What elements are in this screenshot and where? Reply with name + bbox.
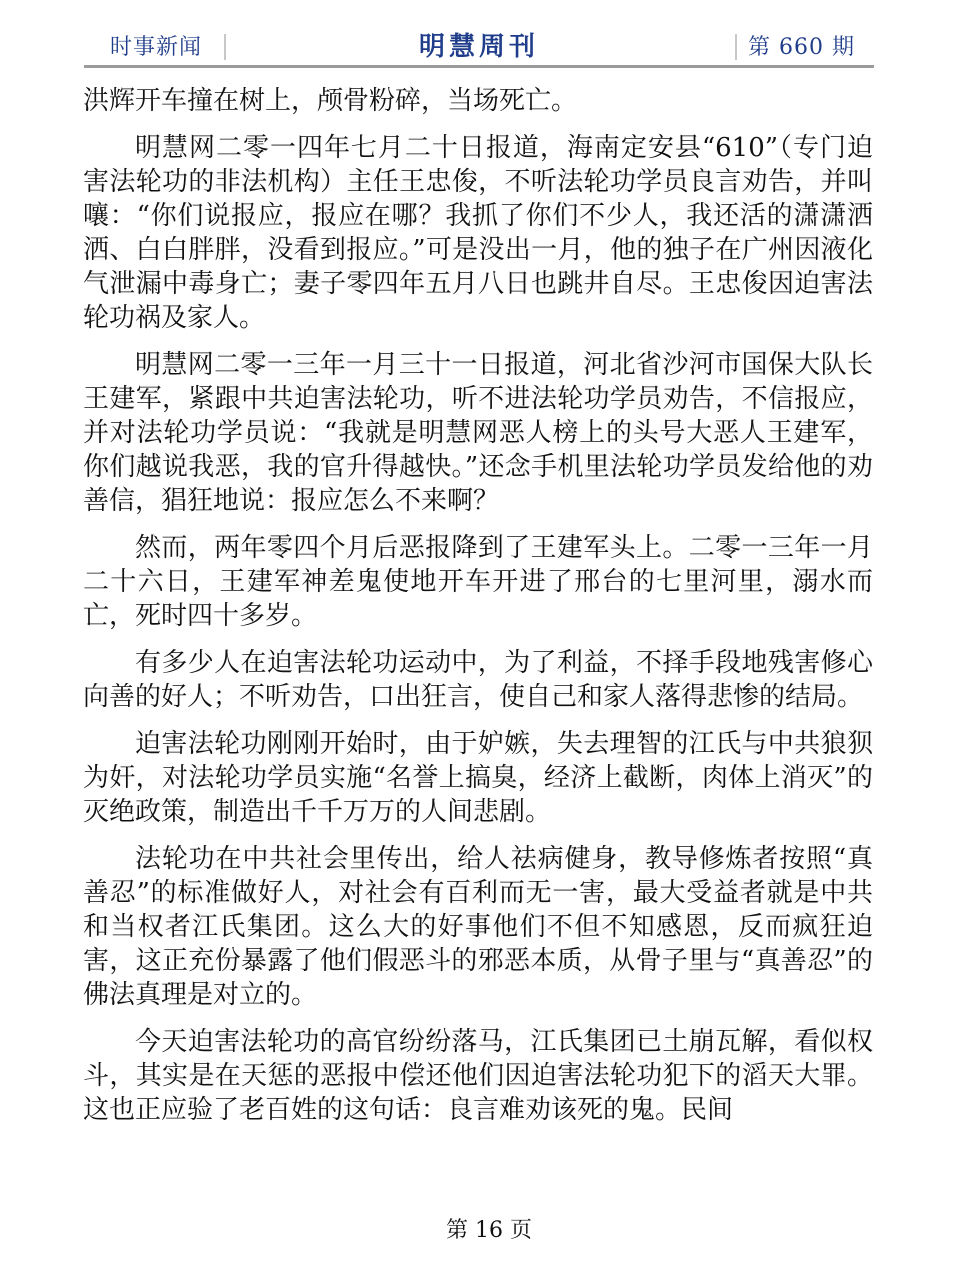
header-rule xyxy=(84,65,874,68)
page-header xyxy=(84,22,874,68)
paragraph-continuation: 洪辉开车撞在树上，颅骨粉碎，当场死亡。 xyxy=(83,86,578,116)
page-number: 第 16 页 xyxy=(446,1218,532,1243)
article-body xyxy=(83,84,873,1140)
paragraph: 明慧网二零一三年一月三十一日报道，河北省沙河市国保大队长王建军，紧跟中共迫害法轮功，听不进法轮功学员劝告，不信报应，并对法轮功学员说：“我就是明慧网恶人榜上的头号大恶人王建军，你们越说我恶，我的官升得越快。”还念手机里法轮功学员发给他的劝善信，猖狂地说：报应怎么不来啊？ xyxy=(83,350,873,516)
paragraph: 今天迫害法轮功的高官纷纷落马，江氏集团已土崩瓦解，看似权斗，其实是在天惩的恶报中偿还他们因迫害法轮功犯下的滔天大罪。这也正应验了老百姓的这句话：良言难劝该死的鬼。民间 xyxy=(83,1027,873,1125)
paragraph: 法轮功在中共社会里传出，给人祛病健身，教导修炼者按照“真善忍”的标准做好人，对社会有百利而无一害，最大受益者就是中共和当权者江氏集团。这么大的好事他们不但不知感恩，反而疯狂迫害，这正充份暴露了他们假恶斗的邪恶本质，从骨子里与“真善忍”的佛法真理是对立的。 xyxy=(83,844,873,1010)
paragraph: 有多少人在迫害法轮功运动中，为了利益，不择手段地残害修心向善的好人；不听劝告，口出狂言，使自己和家人落得悲惨的结局。 xyxy=(83,648,873,712)
section-label: 时事新闻 xyxy=(110,35,203,60)
publication-title: 明慧周刊 xyxy=(418,32,539,62)
paragraph: 迫害法轮功刚刚开始时，由于妒嫉，失去理智的江氏与中共狼狈为奸，对法轮功学员实施“名誉上搞臭，经济上截断，肉体上消灭”的灭绝政策，制造出千千万万的人间悲剧。 xyxy=(83,729,873,827)
header-divider-right xyxy=(735,34,737,60)
issue-number: 第 660 期 xyxy=(748,35,855,60)
paragraph: 然而，两年零四个月后恶报降到了王建军头上。二零一三年一月二十六日，王建军神差鬼使地开车开进了邢台的七里河里，溺水而亡，死时四十多岁。 xyxy=(83,533,873,631)
paragraph: 明慧网二零一四年七月二十日报道，海南定安县“610”（专门迫害法轮功的非法机构）主任王忠俊，不听法轮功学员良言劝告，并叫嚷：“你们说报应，报应在哪？我抓了你们不少人，我还活的潇潇洒洒、白白胖胖，没看到报应。”可是没出一月，他的独子在广州因液化气泄漏中毒身亡；妻子零四年五月八日也跳井自尽。王忠俊因迫害法轮功祸及家人。 xyxy=(83,133,873,333)
